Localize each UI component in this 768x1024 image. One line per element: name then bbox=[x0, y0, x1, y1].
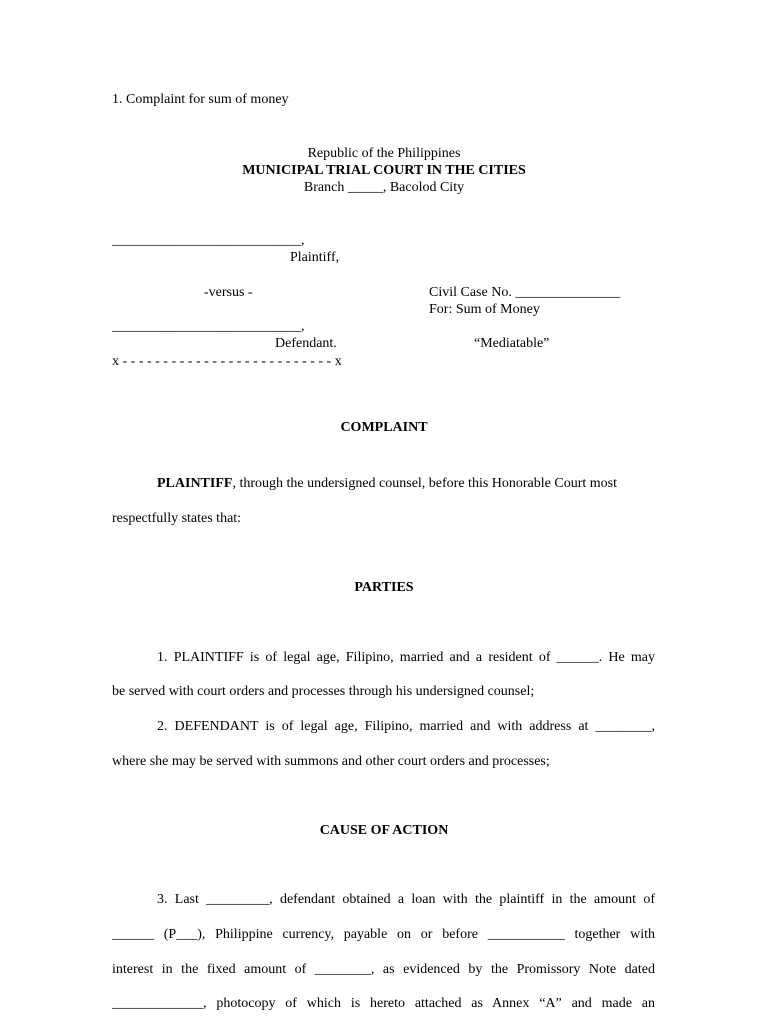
intro-paragraph-line-1 bbox=[157, 476, 617, 492]
parties-heading: PARTIES bbox=[354, 580, 414, 595]
paragraph-3-line-2: ______ (P___), Philippine currency, payable on or before ___________ together with bbox=[112, 927, 655, 942]
paragraph-1-line-1: 1. PLAINTIFF is of legal age, Filipino, married and a resident of ______. He may bbox=[157, 650, 655, 665]
paragraph-1-line-2: be served with court orders and processes through his undersigned counsel; bbox=[112, 684, 535, 699]
plaintiff-label: Plaintiff, bbox=[290, 250, 340, 265]
branch-line: Branch _____, Bacolod City bbox=[303, 180, 465, 195]
court-name: MUNICIPAL TRIAL COURT IN THE CITIES bbox=[242, 163, 526, 178]
defendant-label: Defendant. bbox=[275, 336, 337, 351]
intro-text: , through the undersigned counsel, before this Honorable Court most bbox=[232, 476, 617, 491]
paragraph-3-line-4: _____________, photocopy of which is hereto attached as Annex “A” and made an bbox=[112, 996, 655, 1011]
paragraph-2-line-2: where she may be served with summons and other court orders and processes; bbox=[112, 754, 550, 769]
case-subject: For: Sum of Money bbox=[429, 302, 540, 317]
caption-divider: x - - - - - - - - - - - - - - - - - - - - - - - - - - x bbox=[112, 354, 342, 369]
defendant-name-blank: ___________________________, bbox=[112, 319, 305, 334]
plaintiff-name-blank: ___________________________, bbox=[112, 233, 305, 248]
versus-label: -versus - bbox=[204, 285, 253, 300]
intro-paragraph-line-2: respectfully states that: bbox=[112, 511, 242, 526]
item-title: 1. Complaint for sum of money bbox=[112, 92, 289, 107]
paragraph-2-line-1: 2. DEFENDANT is of legal age, Filipino, married and with address at ________, bbox=[157, 719, 655, 734]
mediatable-label: “Mediatable” bbox=[474, 336, 550, 351]
plaintiff-bold: PLAINTIFF bbox=[157, 476, 233, 491]
civil-case-no: Civil Case No. _______________ bbox=[429, 285, 621, 300]
cause-of-action-heading: CAUSE OF ACTION bbox=[319, 823, 449, 838]
republic-line: Republic of the Philippines bbox=[307, 146, 461, 161]
paragraph-3-line-1: 3. Last _________, defendant obtained a loan with the plaintiff in the amount of bbox=[157, 892, 655, 907]
complaint-heading: COMPLAINT bbox=[340, 420, 428, 435]
paragraph-3-line-3: interest in the fixed amount of ________, as evidenced by the Promissory Note dated bbox=[112, 962, 655, 977]
